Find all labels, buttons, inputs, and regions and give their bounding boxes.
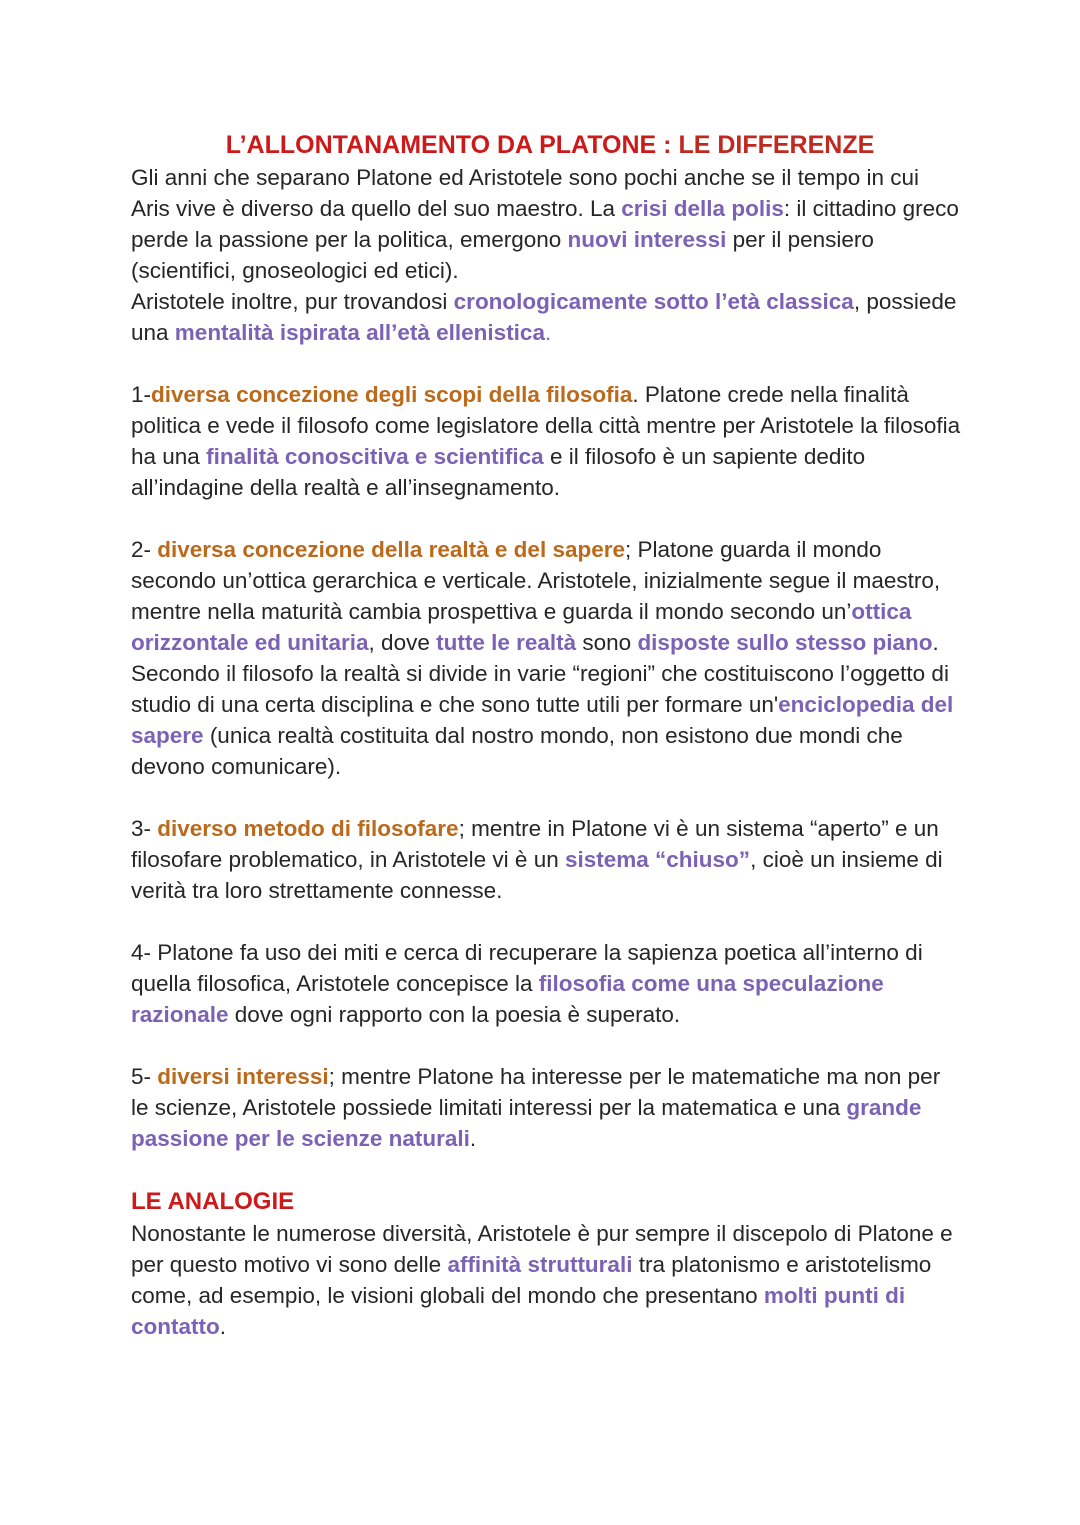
- text-run: Nonostante le numerose diversità, Aristotele è pur sempre il discepolo di Platone e per questo motivo vi sono delle: [131, 1221, 953, 1277]
- highlight-term: ottica orizzontale ed unitaria: [131, 599, 912, 655]
- key-difference-term: diverso metodo di filosofare: [157, 816, 459, 841]
- key-difference-term: diversa concezione della realtà e del sapere: [157, 537, 625, 562]
- text-run: ; mentre in Platone vi è un sistema “aperto” e un filosofare problematico, in Aristotele vi è un: [131, 816, 939, 872]
- highlight-term: molti punti di contatto: [131, 1283, 906, 1339]
- text-run: .: [219, 1314, 227, 1339]
- highlight-term: grande passione per le scienze naturali: [131, 1095, 922, 1151]
- key-difference-term: diversa concezione degli scopi della filosofia: [151, 382, 633, 407]
- highlight-term: filosofia come una speculazione razionale: [131, 971, 884, 1027]
- text-run: (unica realtà costituita dal nostro mondo, non esistono due mondi che devono comunicare).: [131, 723, 903, 779]
- text-run: 3-: [131, 816, 158, 841]
- text-run: Aristotele inoltre, pur trovandosi: [131, 289, 454, 314]
- analogies-heading: LE ANALOGIE: [131, 1188, 295, 1215]
- text-run: . Secondo il filosofo la realtà si divide in varie “regioni” che costituiscono l’oggetto di studio di una certa disciplina e che sono tutte utili per formare un': [131, 630, 949, 717]
- text-run: , dove: [368, 630, 437, 655]
- title-main: L’ALLONTANAMENTO DA PLATONE: [225, 131, 657, 159]
- point-paragraph-2: [131, 534, 961, 782]
- text-run: 2-: [131, 537, 158, 562]
- highlight-term: nuovi interessi: [567, 227, 727, 252]
- text-run: e il filosofo è un sapiente dedito all’indagine della realtà e all’insegnamento.: [131, 444, 866, 500]
- text-run: Gli anni che separano Platone ed Aristotele sono pochi anche se il tempo in cui Aris vive è diverso da quello del suo maestro. La: [131, 165, 919, 221]
- highlight-term: crisi della polis: [621, 196, 784, 221]
- text-run: , possiede una: [131, 289, 957, 345]
- point-paragraph-5: [131, 1061, 961, 1154]
- text-run: 1-: [131, 382, 152, 407]
- text-run: .: [544, 320, 552, 345]
- text-run: , cioè un insieme di verità tra loro strettamente connesse.: [131, 847, 943, 903]
- text-run: sono: [576, 630, 638, 655]
- title-suffix: : LE DIFFERENZE: [656, 131, 875, 159]
- text-run: .: [469, 1126, 477, 1151]
- point-paragraph-3: [131, 813, 961, 906]
- highlight-term: tutte le realtà: [436, 630, 577, 655]
- highlight-term: mentalità ispirata all’età ellenistica: [174, 320, 545, 345]
- text-run: ; mentre Platone ha interesse per le matematiche ma non per le scienze, Aristotele possiede limitati interessi per la matematica e una: [131, 1064, 941, 1120]
- text-run: . Platone crede nella finalità politica e vede il filosofo come legislatore della città mentre per Aristotele la filosofia ha una: [131, 382, 961, 469]
- point-paragraph-1: [131, 379, 961, 503]
- highlight-term: cronologicamente sotto l’età classica: [453, 289, 854, 314]
- text-run: ; Platone guarda il mondo secondo un’ottica gerarchica e verticale. Aristotele, inizialmente segue il maestro, mentre nella maturità cambia prospettiva e guarda il mondo secondo un’: [131, 537, 941, 624]
- analogies-paragraph: [131, 1218, 961, 1342]
- text-run: 5-: [131, 1064, 158, 1089]
- text-run: 4- Platone fa uso dei miti e cerca di recuperare la sapienza poetica all’interno di quella filosofica, Aristotele concepisce la: [131, 940, 923, 996]
- document-page: [131, 128, 961, 1342]
- text-run: per il pensiero (scientifici, gnoseologici ed etici).: [131, 227, 874, 283]
- key-difference-term: diversi interessi: [157, 1064, 329, 1089]
- text-run: tra platonismo e aristotelismo come, ad esempio, le visioni globali del mondo che presentano: [131, 1252, 932, 1308]
- text-run: : il cittadino greco perde la passione per la politica, emergono: [131, 196, 959, 252]
- text-run: dove ogni rapporto con la poesia è superato.: [228, 1002, 681, 1027]
- highlight-term: disposte sullo stesso piano: [637, 630, 933, 655]
- highlight-term: affinità strutturali: [447, 1252, 633, 1277]
- document-title: [131, 128, 961, 162]
- highlight-term: finalità conoscitiva e scientifica: [206, 444, 544, 469]
- intro-paragraph: [131, 162, 961, 348]
- point-paragraph-4: [131, 937, 961, 1030]
- highlight-term: enciclopedia del sapere: [131, 692, 954, 748]
- highlight-term: sistema “chiuso”: [564, 847, 751, 872]
